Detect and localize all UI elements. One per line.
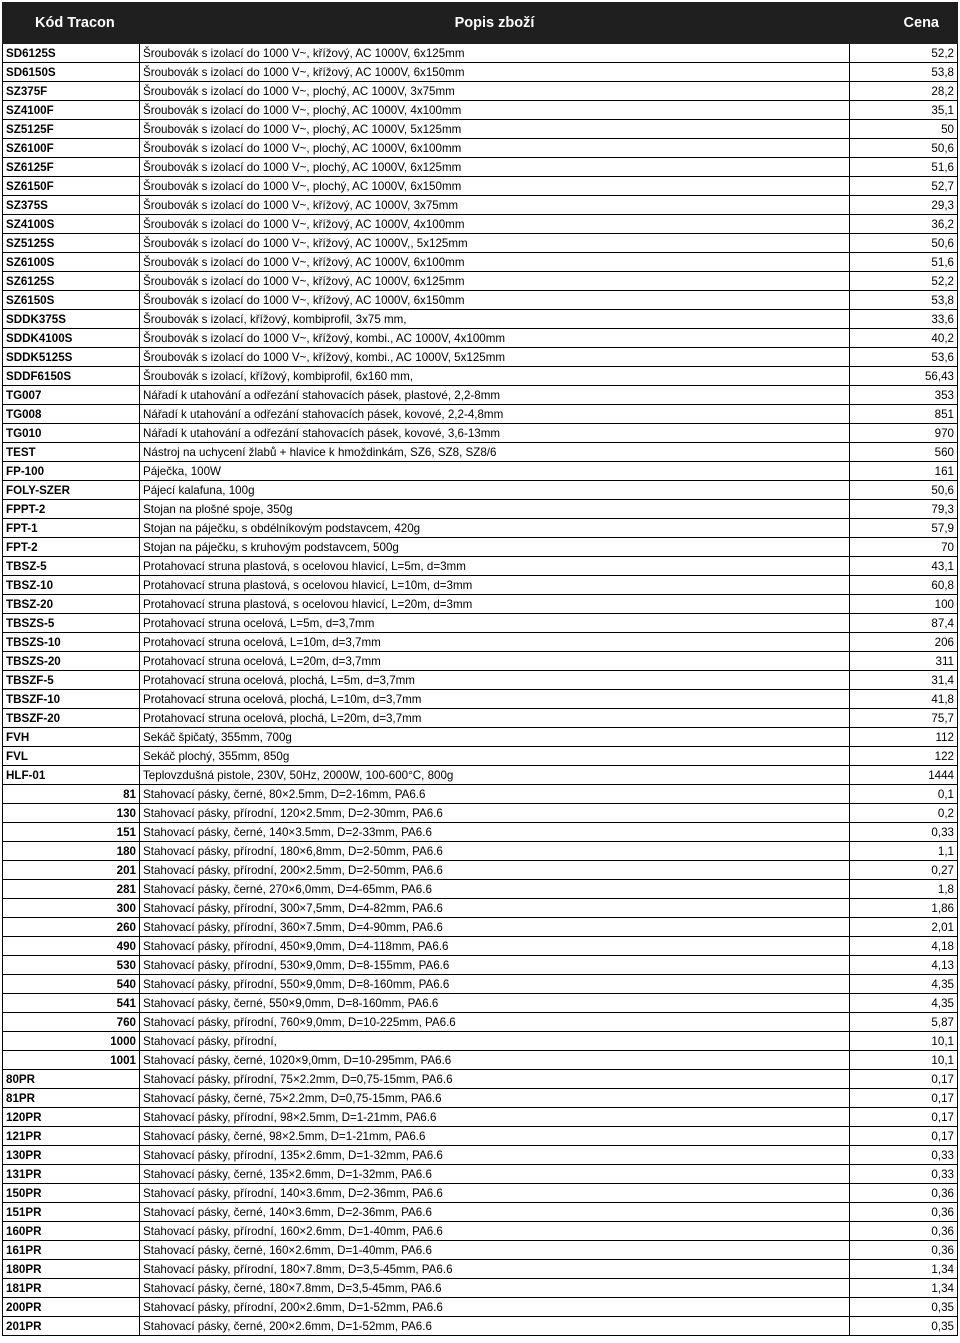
table-header	[3, 3, 958, 44]
product-price-cell: 50,6	[850, 139, 958, 158]
product-description-cell: Stahovací pásky, přírodní, 180×7.8mm, D=3,5-45mm, PA6.6	[140, 1260, 850, 1279]
product-code-cell: SZ5125S	[3, 234, 140, 253]
product-description-cell: Stahovací pásky, přírodní, 200×2.5mm, D=2-50mm, PA6.6	[140, 861, 850, 880]
product-description-cell: Páječka, 100W	[140, 462, 850, 481]
product-code-cell: SZ6100S	[3, 253, 140, 272]
product-code-cell: 1001	[3, 1051, 140, 1070]
product-price-cell: 2,01	[850, 918, 958, 937]
product-price-cell: 50,6	[850, 234, 958, 253]
product-code-cell: 201	[3, 861, 140, 880]
table-row	[3, 481, 958, 500]
product-price-cell: 0,33	[850, 1165, 958, 1184]
product-code-cell: HLF-01	[3, 766, 140, 785]
product-price-cell: 4,35	[850, 975, 958, 994]
product-price-cell: 10,1	[850, 1051, 958, 1070]
product-price-cell: 4,18	[850, 937, 958, 956]
table-row	[3, 63, 958, 82]
table-row	[3, 1108, 958, 1127]
product-code-cell: SDDF6150S	[3, 367, 140, 386]
product-code-cell: 151PR	[3, 1203, 140, 1222]
table-row	[3, 842, 958, 861]
table-row	[3, 671, 958, 690]
product-code-cell: SDDK375S	[3, 310, 140, 329]
header-price: Cena	[850, 3, 958, 44]
product-code-cell: SD6150S	[3, 63, 140, 82]
table-row	[3, 1032, 958, 1051]
product-description-cell: Stahovací pásky, přírodní, 180×6,8mm, D=2-50mm, PA6.6	[140, 842, 850, 861]
product-code-cell: 121PR	[3, 1127, 140, 1146]
product-description-cell: Stahovací pásky, černé, 98×2.5mm, D=1-21mm, PA6.6	[140, 1127, 850, 1146]
table-row	[3, 424, 958, 443]
product-description-cell: Šroubovák s izolací do 1000 V~, plochý, AC 1000V, 6x100mm	[140, 139, 850, 158]
product-description-cell: Stahovací pásky, přírodní, 160×2.6mm, D=1-40mm, PA6.6	[140, 1222, 850, 1241]
product-description-cell: Stahovací pásky, přírodní, 135×2.6mm, D=1-32mm, PA6.6	[140, 1146, 850, 1165]
table-row	[3, 386, 958, 405]
product-description-cell: Šroubovák s izolací do 1000 V~, plochý, AC 1000V, 6x150mm	[140, 177, 850, 196]
product-description-cell: Šroubovák s izolací do 1000 V~, křížový, kombi., AC 1000V, 4x100mm	[140, 329, 850, 348]
table-row	[3, 462, 958, 481]
product-price-cell: 353	[850, 386, 958, 405]
product-price-cell: 0,36	[850, 1222, 958, 1241]
product-description-cell: Stahovací pásky, přírodní, 450×9,0mm, D=4-118mm, PA6.6	[140, 937, 850, 956]
product-code-cell: 540	[3, 975, 140, 994]
product-description-cell: Stahovací pásky, černé, 550×9,0mm, D=8-160mm, PA6.6	[140, 994, 850, 1013]
product-description-cell: Šroubovák s izolací do 1000 V~, křížový, AC 1000V, 6x125mm	[140, 272, 850, 291]
product-price-cell: 112	[850, 728, 958, 747]
table-row	[3, 234, 958, 253]
product-price-cell: 560	[850, 443, 958, 462]
table-row	[3, 804, 958, 823]
product-description-cell: Stahovací pásky, přírodní, 760×9,0mm, D=10-225mm, PA6.6	[140, 1013, 850, 1032]
product-description-cell: Stahovací pásky, černé, 75×2.2mm, D=0,75-15mm, PA6.6	[140, 1089, 850, 1108]
product-code-cell: TBSZ-5	[3, 557, 140, 576]
product-description-cell: Šroubovák s izolací, křížový, kombiprofil, 6x160 mm,	[140, 367, 850, 386]
product-code-cell: 300	[3, 899, 140, 918]
product-code-cell: TG010	[3, 424, 140, 443]
table-row	[3, 633, 958, 652]
table-row	[3, 880, 958, 899]
product-code-cell: 151	[3, 823, 140, 842]
product-code-cell: 200PR	[3, 1298, 140, 1317]
product-code-cell: 541	[3, 994, 140, 1013]
table-row	[3, 196, 958, 215]
product-description-cell: Stahovací pásky, přírodní,	[140, 1032, 850, 1051]
product-code-cell: SZ375F	[3, 82, 140, 101]
table-row	[3, 1070, 958, 1089]
product-price-cell: 0,35	[850, 1317, 958, 1336]
product-price-cell: 1,1	[850, 842, 958, 861]
product-description-cell: Šroubovák s izolací do 1000 V~, plochý, AC 1000V, 5x125mm	[140, 120, 850, 139]
product-code-cell: FPT-1	[3, 519, 140, 538]
product-description-cell: Stahovací pásky, černé, 160×2.6mm, D=1-40mm, PA6.6	[140, 1241, 850, 1260]
table-row	[3, 918, 958, 937]
product-code-cell: SZ6150F	[3, 177, 140, 196]
product-description-cell: Protahovací struna ocelová, plochá, L=10m, d=3,7mm	[140, 690, 850, 709]
table-row	[3, 975, 958, 994]
product-code-cell: TBSZF-20	[3, 709, 140, 728]
product-price-cell: 4,35	[850, 994, 958, 1013]
product-price-cell: 57,9	[850, 519, 958, 538]
table-row	[3, 348, 958, 367]
table-row	[3, 1013, 958, 1032]
product-code-cell: SDDK5125S	[3, 348, 140, 367]
product-price-cell: 0,2	[850, 804, 958, 823]
table-row	[3, 709, 958, 728]
product-code-cell: 81PR	[3, 1089, 140, 1108]
product-description-cell: Stahovací pásky, přírodní, 550×9,0mm, D=8-160mm, PA6.6	[140, 975, 850, 994]
product-code-cell: 120PR	[3, 1108, 140, 1127]
product-description-cell: Nářadí k utahování a odřezání stahovacích pásek, plastové, 2,2-8mm	[140, 386, 850, 405]
table-row	[3, 1089, 958, 1108]
product-description-cell: Šroubovák s izolací do 1000 V~, křížový, kombi., AC 1000V, 5x125mm	[140, 348, 850, 367]
product-description-cell: Stahovací pásky, přírodní, 98×2.5mm, D=1-21mm, PA6.6	[140, 1108, 850, 1127]
product-price-cell: 52,7	[850, 177, 958, 196]
product-code-cell: SZ6125F	[3, 158, 140, 177]
product-price-cell: 53,6	[850, 348, 958, 367]
product-description-cell: Stahovací pásky, černé, 80×2.5mm, D=2-16mm, PA6.6	[140, 785, 850, 804]
product-description-cell: Šroubovák s izolací do 1000 V~, křížový, AC 1000V, 4x100mm	[140, 215, 850, 234]
table-row	[3, 367, 958, 386]
product-price-cell: 35,1	[850, 101, 958, 120]
product-price-cell: 70	[850, 538, 958, 557]
product-description-cell: Protahovací struna ocelová, L=20m, d=3,7mm	[140, 652, 850, 671]
table-row	[3, 405, 958, 424]
product-price-cell: 51,6	[850, 158, 958, 177]
table-row	[3, 1222, 958, 1241]
product-description-cell: Šroubovák s izolací do 1000 V~, křížový, AC 1000V, 3x75mm	[140, 196, 850, 215]
product-price-cell: 206	[850, 633, 958, 652]
product-description-cell: Protahovací struna ocelová, L=10m, d=3,7mm	[140, 633, 850, 652]
table-row	[3, 291, 958, 310]
product-description-cell: Protahovací struna ocelová, plochá, L=5m, d=3,7mm	[140, 671, 850, 690]
product-description-cell: Protahovací struna plastová, s ocelovou hlavicí, L=5m, d=3mm	[140, 557, 850, 576]
product-description-cell: Šroubovák s izolací do 1000 V~, plochý, AC 1000V, 6x125mm	[140, 158, 850, 177]
product-price-cell: 75,7	[850, 709, 958, 728]
table-row	[3, 1051, 958, 1070]
product-description-cell: Šroubovák s izolací do 1000 V~, křížový, AC 1000V, 6x125mm	[140, 44, 850, 63]
product-code-cell: SZ4100F	[3, 101, 140, 120]
price-list	[2, 2, 957, 1336]
table-row	[3, 82, 958, 101]
product-price-cell: 970	[850, 424, 958, 443]
table-row	[3, 215, 958, 234]
product-price-cell: 0,33	[850, 823, 958, 842]
product-description-cell: Stahovací pásky, přírodní, 75×2.2mm, D=0,75-15mm, PA6.6	[140, 1070, 850, 1089]
header-code: Kód Tracon	[3, 3, 140, 44]
table-row	[3, 101, 958, 120]
product-code-cell: 260	[3, 918, 140, 937]
product-description-cell: Teplovzdušná pistole, 230V, 50Hz, 2000W, 100-600°C, 800g	[140, 766, 850, 785]
table-row	[3, 310, 958, 329]
product-description-cell: Šroubovák s izolací do 1000 V~, křížový, AC 1000V,, 5x125mm	[140, 234, 850, 253]
product-code-cell: 181PR	[3, 1279, 140, 1298]
table-row	[3, 747, 958, 766]
product-description-cell: Stahovací pásky, černé, 200×2.6mm, D=1-52mm, PA6.6	[140, 1317, 850, 1336]
product-code-cell: TBSZ-10	[3, 576, 140, 595]
product-description-cell: Sekáč plochý, 355mm, 850g	[140, 747, 850, 766]
product-code-cell: SDDK4100S	[3, 329, 140, 348]
table-row	[3, 443, 958, 462]
table-row	[3, 158, 958, 177]
product-code-cell: SZ6100F	[3, 139, 140, 158]
product-code-cell: SZ6150S	[3, 291, 140, 310]
table-row	[3, 614, 958, 633]
table-row	[3, 253, 958, 272]
product-description-cell: Stahovací pásky, černé, 180×7.8mm, D=3,5-45mm, PA6.6	[140, 1279, 850, 1298]
table-row	[3, 1146, 958, 1165]
table-row	[3, 1279, 958, 1298]
table-row	[3, 500, 958, 519]
table-row	[3, 595, 958, 614]
product-code-cell: 180	[3, 842, 140, 861]
product-code-cell: TG008	[3, 405, 140, 424]
product-price-cell: 0,17	[850, 1108, 958, 1127]
product-code-cell: 81	[3, 785, 140, 804]
product-code-cell: TEST	[3, 443, 140, 462]
product-code-cell: SZ6125S	[3, 272, 140, 291]
product-description-cell: Stahovací pásky, přírodní, 300×7,5mm, D=4-82mm, PA6.6	[140, 899, 850, 918]
product-price-cell: 0,1	[850, 785, 958, 804]
product-code-cell: FVH	[3, 728, 140, 747]
product-description-cell: Stahovací pásky, přírodní, 530×9,0mm, D=8-155mm, PA6.6	[140, 956, 850, 975]
product-price-cell: 50,6	[850, 481, 958, 500]
product-description-cell: Šroubovák s izolací do 1000 V~, plochý, AC 1000V, 3x75mm	[140, 82, 850, 101]
table-row	[3, 557, 958, 576]
product-code-cell: TBSZS-20	[3, 652, 140, 671]
table-row	[3, 823, 958, 842]
product-price-cell: 51,6	[850, 253, 958, 272]
product-description-cell: Šroubovák s izolací do 1000 V~, křížový, AC 1000V, 6x150mm	[140, 291, 850, 310]
product-code-cell: 490	[3, 937, 140, 956]
product-price-cell: 1,34	[850, 1279, 958, 1298]
product-code-cell: 161PR	[3, 1241, 140, 1260]
product-description-cell: Stahovací pásky, černé, 270×6,0mm, D=4-65mm, PA6.6	[140, 880, 850, 899]
product-code-cell: 1000	[3, 1032, 140, 1051]
product-description-cell: Šroubovák s izolací do 1000 V~, křížový, AC 1000V, 6x150mm	[140, 63, 850, 82]
table-row	[3, 44, 958, 63]
product-description-cell: Stahovací pásky, černé, 1020×9,0mm, D=10-295mm, PA6.6	[140, 1051, 850, 1070]
table-row	[3, 519, 958, 538]
product-price-cell: 851	[850, 405, 958, 424]
table-row	[3, 139, 958, 158]
product-code-cell: 180PR	[3, 1260, 140, 1279]
table-row	[3, 1260, 958, 1279]
product-code-cell: 281	[3, 880, 140, 899]
table-row	[3, 177, 958, 196]
product-code-cell: 150PR	[3, 1184, 140, 1203]
table-row	[3, 766, 958, 785]
product-code-cell: FVL	[3, 747, 140, 766]
table-row	[3, 861, 958, 880]
product-price-cell: 0,17	[850, 1127, 958, 1146]
table-row	[3, 652, 958, 671]
product-description-cell: Protahovací struna plastová, s ocelovou hlavicí, L=10m, d=3mm	[140, 576, 850, 595]
product-price-cell: 29,3	[850, 196, 958, 215]
product-code-cell: 530	[3, 956, 140, 975]
product-description-cell: Nářadí k utahování a odřezání stahovacích pásek, kovové, 2,2-4,8mm	[140, 405, 850, 424]
product-price-cell: 33,6	[850, 310, 958, 329]
product-price-cell: 43,1	[850, 557, 958, 576]
product-code-cell: SZ5125F	[3, 120, 140, 139]
product-description-cell: Stahovací pásky, černé, 140×3.5mm, D=2-33mm, PA6.6	[140, 823, 850, 842]
product-price-cell: 10,1	[850, 1032, 958, 1051]
product-price-cell: 1,86	[850, 899, 958, 918]
product-description-cell: Stahovací pásky, přírodní, 200×2.6mm, D=1-52mm, PA6.6	[140, 1298, 850, 1317]
product-description-cell: Šroubovák s izolací do 1000 V~, křížový, AC 1000V, 6x100mm	[140, 253, 850, 272]
product-description-cell: Pájecí kalafuna, 100g	[140, 481, 850, 500]
table-row	[3, 1165, 958, 1184]
product-code-cell: 201PR	[3, 1317, 140, 1336]
product-price-cell: 0,17	[850, 1089, 958, 1108]
product-code-cell: TG007	[3, 386, 140, 405]
table-body	[3, 44, 958, 1336]
product-price-cell: 87,4	[850, 614, 958, 633]
product-price-cell: 122	[850, 747, 958, 766]
table-row	[3, 994, 958, 1013]
product-code-cell: TBSZF-10	[3, 690, 140, 709]
product-price-cell: 1,34	[850, 1260, 958, 1279]
product-description-cell: Nástroj na uchycení žlabů + hlavice k hmoždinkám, SZ6, SZ8, SZ8/6	[140, 443, 850, 462]
table-row	[3, 728, 958, 747]
table-row	[3, 937, 958, 956]
product-description-cell: Stahovací pásky, přírodní, 120×2.5mm, D=2-30mm, PA6.6	[140, 804, 850, 823]
header-row	[3, 3, 958, 44]
product-code-cell: FPT-2	[3, 538, 140, 557]
product-description-cell: Stojan na páječku, s obdélníkovým podstavcem, 420g	[140, 519, 850, 538]
product-price-cell: 41,8	[850, 690, 958, 709]
table-row	[3, 120, 958, 139]
product-price-cell: 0,36	[850, 1184, 958, 1203]
product-code-cell: 130PR	[3, 1146, 140, 1165]
product-price-cell: 5,87	[850, 1013, 958, 1032]
product-description-cell: Protahovací struna ocelová, L=5m, d=3,7mm	[140, 614, 850, 633]
product-description-cell: Šroubovák s izolací do 1000 V~, plochý, AC 1000V, 4x100mm	[140, 101, 850, 120]
product-price-cell: 40,2	[850, 329, 958, 348]
table-row	[3, 1184, 958, 1203]
product-code-cell: 760	[3, 1013, 140, 1032]
product-price-cell: 52,2	[850, 44, 958, 63]
product-price-cell: 52,2	[850, 272, 958, 291]
product-price-cell: 60,8	[850, 576, 958, 595]
product-description-cell: Stahovací pásky, černé, 140×3.6mm, D=2-36mm, PA6.6	[140, 1203, 850, 1222]
product-price-cell: 0,27	[850, 861, 958, 880]
product-price-cell: 0,17	[850, 1070, 958, 1089]
product-description-cell: Stahovací pásky, přírodní, 140×3.6mm, D=2-36mm, PA6.6	[140, 1184, 850, 1203]
product-price-cell: 161	[850, 462, 958, 481]
header-description: Popis zboží	[140, 3, 850, 44]
table-row	[3, 576, 958, 595]
product-description-cell: Stojan na plošné spoje, 350g	[140, 500, 850, 519]
product-description-cell: Stojan na páječku, s kruhovým podstavcem, 500g	[140, 538, 850, 557]
product-description-cell: Nářadí k utahování a odřezání stahovacích pásek, kovové, 3,6-13mm	[140, 424, 850, 443]
product-code-cell: TBSZS-5	[3, 614, 140, 633]
product-price-cell: 0,33	[850, 1146, 958, 1165]
product-code-cell: 130	[3, 804, 140, 823]
product-price-cell: 79,3	[850, 500, 958, 519]
product-code-cell: 80PR	[3, 1070, 140, 1089]
product-code-cell: 131PR	[3, 1165, 140, 1184]
product-price-cell: 0,36	[850, 1203, 958, 1222]
product-price-cell: 28,2	[850, 82, 958, 101]
product-code-cell: TBSZ-20	[3, 595, 140, 614]
product-price-cell: 36,2	[850, 215, 958, 234]
table-row	[3, 956, 958, 975]
table-row	[3, 538, 958, 557]
table-row	[3, 1127, 958, 1146]
product-description-cell: Sekáč špičatý, 355mm, 700g	[140, 728, 850, 747]
product-code-cell: SD6125S	[3, 44, 140, 63]
table-row	[3, 329, 958, 348]
product-code-cell: FPPT-2	[3, 500, 140, 519]
product-code-cell: FOLY-SZER	[3, 481, 140, 500]
table-row	[3, 1317, 958, 1336]
product-price-cell: 31,4	[850, 671, 958, 690]
product-price-cell: 50	[850, 120, 958, 139]
product-price-cell: 311	[850, 652, 958, 671]
product-price-cell: 4,13	[850, 956, 958, 975]
product-price-cell: 100	[850, 595, 958, 614]
product-code-cell: 160PR	[3, 1222, 140, 1241]
table-row	[3, 899, 958, 918]
product-price-cell: 53,8	[850, 63, 958, 82]
product-code-cell: FP-100	[3, 462, 140, 481]
table-row	[3, 785, 958, 804]
product-price-cell: 1444	[850, 766, 958, 785]
product-price-cell: 1,8	[850, 880, 958, 899]
table-row	[3, 272, 958, 291]
product-description-cell: Protahovací struna ocelová, plochá, L=20m, d=3,7mm	[140, 709, 850, 728]
product-description-cell: Stahovací pásky, černé, 135×2.6mm, D=1-32mm, PA6.6	[140, 1165, 850, 1184]
product-code-cell: SZ4100S	[3, 215, 140, 234]
product-price-cell: 0,36	[850, 1241, 958, 1260]
product-price-cell: 0,35	[850, 1298, 958, 1317]
table-row	[3, 1203, 958, 1222]
product-price-cell: 53,8	[850, 291, 958, 310]
table-row	[3, 1241, 958, 1260]
table-row	[3, 690, 958, 709]
product-description-cell: Stahovací pásky, přírodní, 360×7.5mm, D=4-90mm, PA6.6	[140, 918, 850, 937]
product-code-cell: TBSZF-5	[3, 671, 140, 690]
price-table	[2, 2, 958, 1336]
table-row	[3, 1298, 958, 1317]
product-code-cell: SZ375S	[3, 196, 140, 215]
product-description-cell: Šroubovák s izolací, křížový, kombiprofil, 3x75 mm,	[140, 310, 850, 329]
product-description-cell: Protahovací struna plastová, s ocelovou hlavicí, L=20m, d=3mm	[140, 595, 850, 614]
product-price-cell: 56,43	[850, 367, 958, 386]
product-code-cell: TBSZS-10	[3, 633, 140, 652]
